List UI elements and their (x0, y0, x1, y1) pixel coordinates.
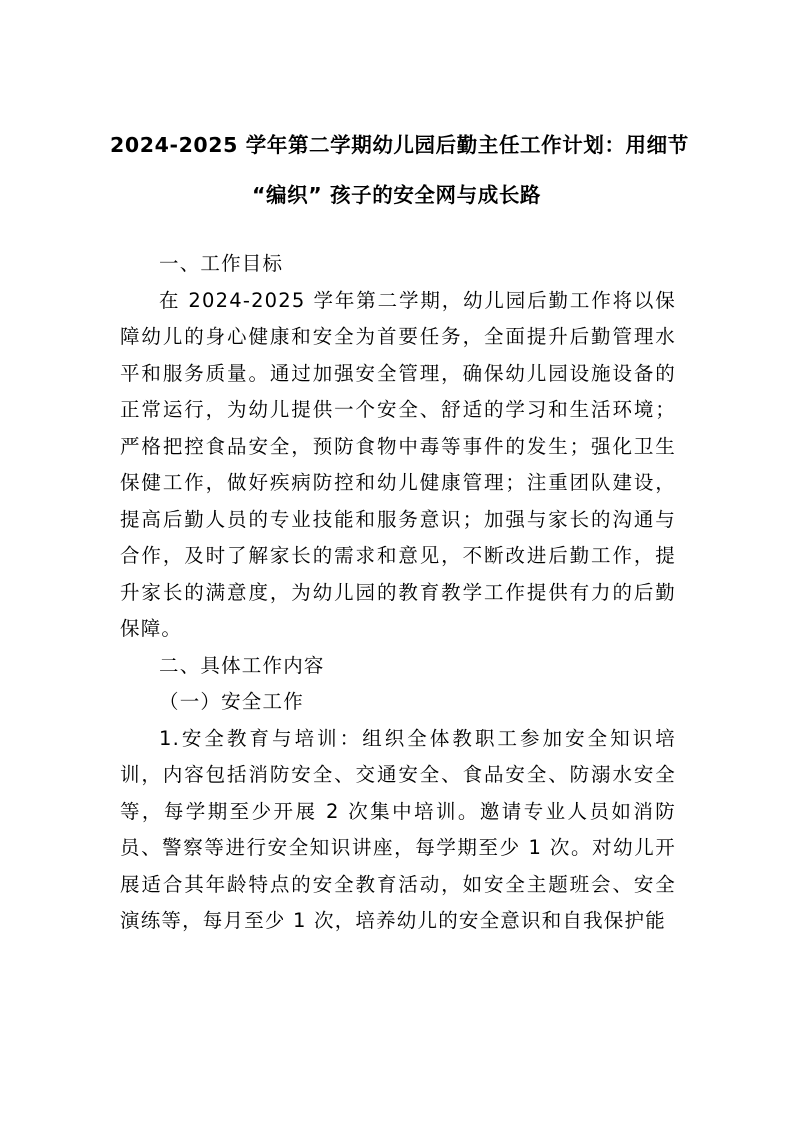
paragraph-safety-training: 1.安全教育与培训：组织全体教职工参加安全知识培训，内容包括消防安全、交通安全、食品安全、防溺水安全等，每学期至少开展 2 次集中培训。邀请专业人员如消防员、警察等进行安全知识讲座，每学期至少 1 次。对幼儿开展适合其年龄特点的安全教育活动，如安全主题班会、安全演练等，每月至少 1 次，培养幼儿的安全意识和自我保护能 (120, 726, 676, 932)
section-heading-content: 二、具体工作内容 (159, 653, 325, 677)
subsection-heading-safety: （一）安全工作 (159, 690, 304, 713)
document-title-line-2: “编织” 孩子的安全网与成长路 (251, 183, 542, 207)
document-body (120, 246, 676, 940)
section-heading-goals: 一、工作目标 (159, 252, 284, 275)
document-title-line-1: 2024-2025 学年第二学期幼儿园后勤主任工作计划：用细节 (110, 133, 689, 157)
paragraph-goals: 在 2024-2025 学年第二学期，幼儿园后勤工作将以保障幼儿的身心健康和安全为首要任务，全面提升后勤管理水平和服务质量。通过加强安全管理，确保幼儿园设施设备的正常运行，为幼儿提供一个安全、舒适的学习和生活环境；严格把控食品安全，预防食物中毒等事件的发生；强化卫生保健工作，做好疾病防控和幼儿健康管理；注重团队建设，提高后勤人员的专业技能和服务意识；加强与家长的沟通与合作，及时了解家长的需求和意见，不断改进后勤工作，提升家长的满意度，为幼儿园的教育教学工作提供有力的后勤保障。 (120, 288, 676, 640)
